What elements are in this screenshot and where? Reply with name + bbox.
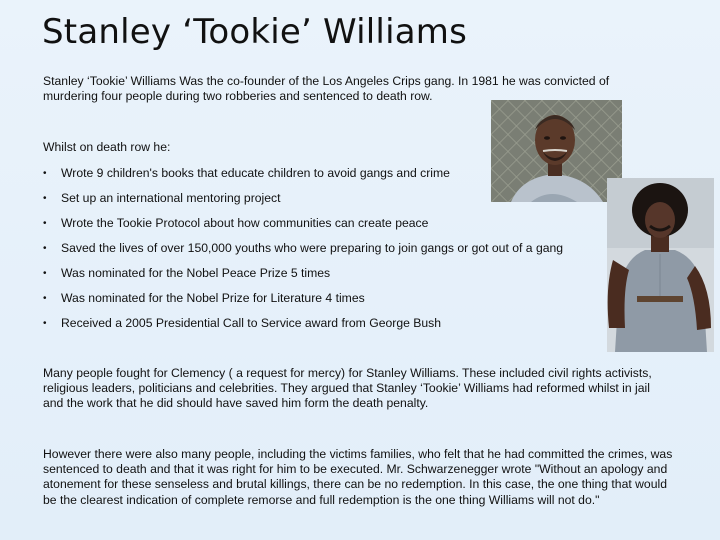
portrait-photo-older <box>491 100 622 202</box>
page-title: Stanley ‘Tookie’ Williams <box>42 12 467 52</box>
bullet-icon: • <box>43 268 47 279</box>
bullet-icon: • <box>43 168 47 179</box>
death-row-subheading: Whilst on death row he: <box>43 140 171 154</box>
list-item: • Was nominated for the Nobel Prize for Literature 4 times <box>43 291 365 305</box>
bullet-icon: • <box>43 243 47 254</box>
portrait-photo-young <box>607 178 714 352</box>
list-item: • Saved the lives of over 150,000 youths who were preparing to join gangs or got out of a gang <box>43 241 564 255</box>
list-item: • Was nominated for the Nobel Peace Prize 5 times <box>43 266 331 280</box>
bullet-icon: • <box>43 318 47 329</box>
clemency-paragraph: Many people fought for Clemency ( a request for mercy) for Stanley Williams. These included civil rights activists, religious leaders, politicians and celebrities. They argued that Stanley ‘Tookie’ Williams had reformed whilst in jail and the work that he did should have saved him form the death penalty. <box>43 366 652 411</box>
bullet-icon: • <box>43 193 47 204</box>
list-item: • Received a 2005 Presidential Call to Service award from George Bush <box>43 316 442 330</box>
bullet-icon: • <box>43 218 47 229</box>
list-item: • Set up an international mentoring project <box>43 191 281 205</box>
opposition-paragraph: However there were also many people, including the victims families, who felt that he had committed the crimes, was sentenced to death and that it was right for him to be executed. Mr. Schwarzenegger wrote "Without an apology and atonement for these senseless and brutal killings, there can be no redemption. In this case, the one thing that would be the clearest indication of complete remorse and full redemption is the one thing Williams will not do." <box>43 447 673 507</box>
list-item: • Wrote 9 children's books that educate children to avoid gangs and crime <box>43 166 450 180</box>
list-item: • Wrote the Tookie Protocol about how communities can create peace <box>43 216 429 230</box>
bullet-icon: • <box>43 293 47 304</box>
intro-paragraph: Stanley ‘Tookie’ Williams Was the co-founder of the Los Angeles Crips gang. In 1981 he was convicted of murdering four people during two robberies and sentenced to death row. <box>43 74 610 104</box>
